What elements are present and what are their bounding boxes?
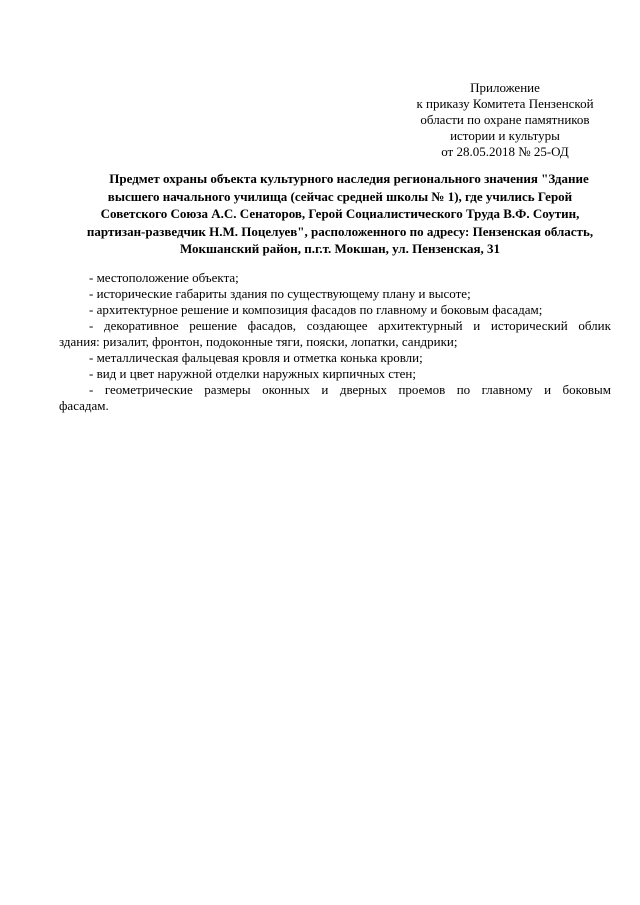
- title-line: высшего начального училища (сейчас средней школы № 1), где учились Герой: [107, 188, 573, 204]
- title-line: партизан-разведчик Н.М. Поцелуев", расположенного по адресу: Пензенская область,: [86, 223, 594, 239]
- continuation-line: фасадам.: [59, 398, 109, 413]
- word: боковым: [562, 382, 611, 397]
- document-title: [70, 170, 610, 258]
- list-item: - исторические габариты здания по существующему плану и высоте;: [89, 286, 471, 301]
- appendix-line: Приложение: [470, 80, 540, 95]
- list-item: - местоположение объекта;: [89, 270, 239, 285]
- word: по: [456, 382, 471, 397]
- title-line: Предмет охраны объекта культурного наследия регионального значения "Здание: [109, 171, 589, 186]
- list-item: [59, 318, 611, 350]
- word: дверных: [339, 382, 387, 397]
- word: главному: [481, 382, 533, 397]
- word: -: [89, 318, 94, 333]
- word: исторический: [490, 318, 568, 333]
- list-item: - архитектурное решение и композиция фасадов по главному и боковым фасадам;: [89, 302, 543, 317]
- word: создающее: [306, 318, 368, 333]
- title-line: Мокшанский район, п.г.т. Мокшан, ул. Пензенская, 31: [179, 241, 501, 256]
- word: архитектурный: [378, 318, 463, 333]
- word: размеры: [204, 382, 251, 397]
- word: фасадов,: [247, 318, 297, 333]
- word: декоративное: [103, 318, 179, 333]
- appendix-line: к приказу Комитета Пензенской: [416, 96, 594, 111]
- word: -: [89, 382, 94, 397]
- appendix-line: области по охране памятников: [420, 112, 590, 127]
- word: геометрические: [104, 382, 193, 397]
- word: проемов: [398, 382, 446, 397]
- word: и: [544, 382, 552, 397]
- word: облик: [578, 318, 611, 333]
- list-item: - металлическая фальцевая кровля и отметка конька кровли;: [89, 350, 423, 365]
- justified-line: [89, 382, 611, 398]
- appendix-header: [400, 80, 610, 160]
- continuation-line: здания: ризалит, фронтон, подоконные тяги, пояски, лопатки, сандрики;: [59, 334, 458, 349]
- word: и: [321, 382, 329, 397]
- word: решение: [189, 318, 237, 333]
- word: оконных: [262, 382, 310, 397]
- title-line: Советского Союза А.С. Сенаторов, Герой Социалистического Труда В.Ф. Соутин,: [100, 206, 580, 221]
- word: и: [473, 318, 481, 333]
- protection-items-list: [59, 270, 611, 414]
- appendix-line: от 28.05.2018 № 25-ОД: [441, 144, 569, 159]
- justified-line: [89, 318, 611, 334]
- appendix-line: истории и культуры: [450, 128, 560, 143]
- list-item: [59, 382, 611, 414]
- list-item: - вид и цвет наружной отделки наружных кирпичных стен;: [89, 366, 416, 381]
